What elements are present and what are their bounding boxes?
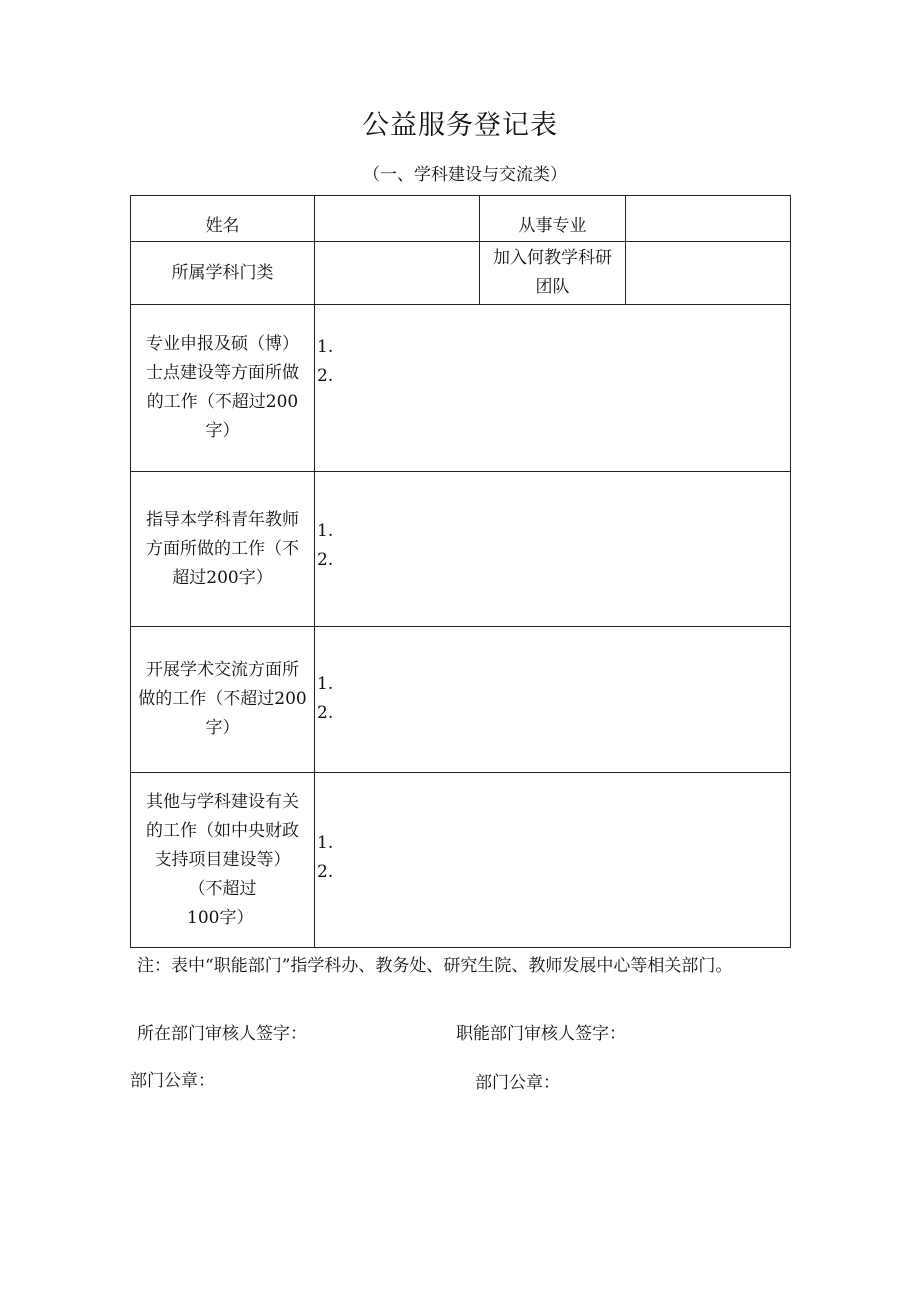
registration-table: [130, 195, 791, 948]
section-row: [131, 627, 791, 773]
name-label: 姓名: [131, 196, 315, 242]
item-number: 1.: [317, 337, 334, 357]
section-label-line: 其他与学科建设有关: [146, 791, 299, 812]
footnote: 注：表中“职能部门”指学科办、教务处、研究生院、教师发展中心等相关部门。: [137, 956, 733, 976]
section-label-line: 的工作（如中央财政: [146, 820, 299, 841]
section-label-line: 支持项目建设等）: [154, 849, 291, 870]
team-label-line: 团队: [535, 277, 570, 297]
item-number: 2.: [317, 862, 334, 882]
section-label-line: 字）: [205, 718, 240, 738]
section-row: [131, 305, 791, 472]
dept-reviewer-signature-label: 所在部门审核人签字：: [137, 1024, 307, 1044]
item-number: 2.: [317, 703, 334, 723]
section-label-line: 专业申报及硕（博）: [146, 334, 299, 354]
item-number: 2.: [317, 550, 334, 570]
section-label-line: 的工作（不超过200: [146, 392, 299, 412]
item-number: 1.: [317, 674, 334, 694]
section-label-line: 字）: [205, 421, 240, 441]
team-label: [480, 242, 626, 305]
section-content-field[interactable]: [315, 305, 791, 472]
section-content-field[interactable]: [315, 773, 791, 948]
section-row: [131, 472, 791, 627]
header-row-1: [131, 196, 791, 242]
team-label-line: 加入何教学科研: [493, 248, 612, 268]
section-label-line: 100字）: [187, 907, 254, 928]
major-field[interactable]: [626, 196, 791, 242]
form-subtitle: （一、学科建设与交流类）: [363, 165, 567, 185]
discipline-field[interactable]: [315, 242, 480, 305]
section-label-line: 超过200字）: [172, 567, 273, 588]
name-field[interactable]: [315, 196, 480, 242]
team-field[interactable]: [626, 242, 791, 305]
section-label-line: 方面所做的工作（不: [146, 538, 299, 559]
dept-seal-label-left: 部门公章：: [130, 1071, 215, 1091]
major-label: 从事专业: [480, 196, 626, 242]
form-title: 公益服务登记表: [362, 110, 558, 141]
section-label: [131, 472, 315, 627]
section-content-field[interactable]: [315, 472, 791, 627]
section-label-line: （不超过: [188, 878, 257, 899]
section-content-field[interactable]: [315, 627, 791, 773]
header-row-2: [131, 242, 791, 305]
section-label: [131, 773, 315, 948]
section-label-line: 士点建设等方面所做: [146, 363, 299, 383]
dept-seal-label-right: 部门公章：: [475, 1073, 560, 1093]
item-number: 1.: [317, 521, 334, 541]
section-label-line: 开展学术交流方面所: [146, 660, 299, 680]
item-number: 1.: [317, 833, 334, 853]
section-label-line: 指导本学科青年教师: [146, 509, 299, 530]
section-label: [131, 627, 315, 773]
section-label: [131, 305, 315, 472]
discipline-label: 所属学科门类: [131, 242, 315, 305]
func-reviewer-signature-label: 职能部门审核人签字：: [456, 1024, 626, 1044]
section-row: [131, 773, 791, 948]
item-number: 2.: [317, 366, 334, 386]
section-label-line: 做的工作（不超过200: [138, 689, 307, 709]
